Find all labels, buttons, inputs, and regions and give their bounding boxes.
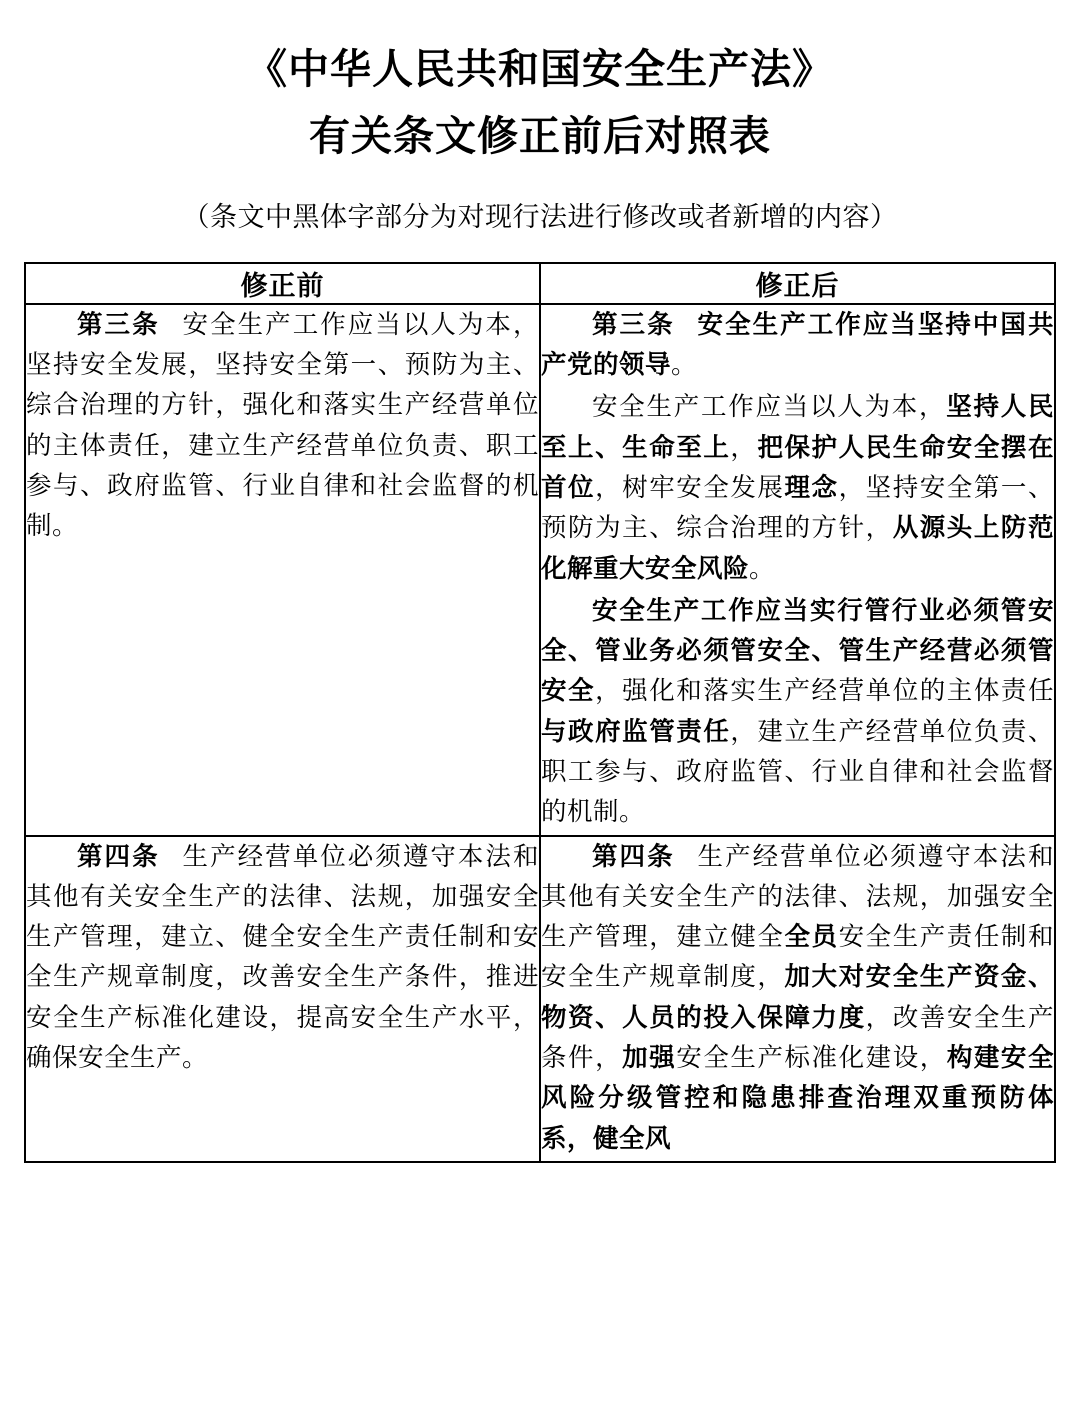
rich-text: [541, 596, 1054, 827]
title-line-2: 有关条文修正前后对照表: [309, 112, 771, 161]
cell-before-article-3: [25, 304, 540, 836]
table-row: [25, 836, 1055, 1162]
article-number: 第三条: [77, 309, 160, 340]
paragraph: [541, 591, 1054, 833]
paragraph: [26, 305, 539, 547]
cell-after-article-4: [540, 836, 1055, 1162]
column-header-before: 修正前: [25, 263, 540, 304]
amended-text: 构建安全风险分级管控和隐患排查治理双重预防体系，健全风: [541, 1042, 1054, 1154]
original-text: ，: [730, 432, 758, 463]
table-header-row: [25, 263, 1055, 304]
paragraph-text: 安全生产工作应当以人为本，坚持安全发展，坚持安全第一、预防为主、综合治理的方针，强化和落实生产经营单位的主体责任，建立生产经营单位负责、职工参与、政府监管、行业自律和社会监督的机制。: [26, 309, 539, 542]
page-title: [24, 40, 1056, 167]
original-text: 生产经营单位必须遵守本法和其他有关安全生产的法律、法规，加强安全生产管理，建立健全: [541, 841, 1054, 953]
rich-text: [541, 392, 1054, 583]
article-number: 第三条: [592, 309, 675, 340]
cell-after-article-3: [540, 304, 1055, 836]
paragraph: [541, 387, 1054, 588]
article-number: 第四条: [592, 841, 675, 872]
amended-text: 坚持人民至上、生命至上: [541, 392, 1054, 463]
original-text: 安全生产责任制和安全生产规章制度，: [541, 922, 1054, 993]
amended-text: 全员: [784, 922, 839, 953]
amended-text: 加大对安全生产资金、物资、人员的投入保障力度: [541, 962, 1054, 1033]
table-row: [25, 304, 1055, 836]
bottom-spacer: [24, 1163, 1056, 1179]
original-text: 安全生产工作应当以人为本，: [592, 392, 947, 423]
comparison-table: [24, 262, 1056, 1163]
rich-text: [541, 842, 1054, 1154]
amended-text: 安全生产工作应当实行管行业必须管安全、管业务必须管安全、管生产经营必须管安全: [541, 595, 1054, 707]
document-subtitle: （条文中黑体字部分为对现行法进行修改或者新增的内容）: [182, 201, 898, 233]
amended-text: 把保护人民生命安全摆在首位: [541, 432, 1054, 503]
amended-text: 与政府监管责任: [541, 716, 731, 747]
cell-before-article-4: [25, 836, 540, 1162]
original-text: 。: [749, 553, 776, 584]
paragraph-text: 生产经营单位必须遵守本法和其他有关安全生产的法律、法规，加强安全生产管理，建立、健全安全生产责任制和安全生产规章制度，改善安全生产条件，推进安全生产标准化建设，提高安全生产水平，确保安全生产。: [26, 841, 539, 1073]
paragraph: [541, 305, 1054, 386]
article-number: 第四条: [77, 841, 160, 872]
column-header-after: 修正后: [540, 263, 1055, 304]
title-line-1: 《中华人民共和国安全生产法》: [246, 45, 834, 93]
amended-text: 理念: [784, 473, 839, 503]
original-text: ，强化和落实生产经营单位的主体责任: [595, 676, 1054, 707]
amended-text: 加强: [622, 1042, 677, 1073]
original-text: ，坚持安全第一、预防为主、综合治理的方针，: [541, 473, 1054, 544]
original-text: 。: [671, 350, 698, 381]
original-text: ，改善安全生产条件，: [541, 1002, 1054, 1073]
original-text: ，建立生产经营单位负责、职工参与、政府监管、行业自律和社会监督的机制。: [541, 716, 1054, 828]
paragraph: [26, 837, 539, 1079]
original-text: 安全生产标准化建设，: [676, 1042, 947, 1073]
original-text: ，树牢安全发展: [595, 473, 785, 503]
amended-text: 安全生产工作应当坚持中国共产党的领导: [541, 309, 1054, 381]
paragraph: [541, 837, 1054, 1159]
amended-text: 从源头上防范化解重大安全风险: [541, 513, 1054, 584]
